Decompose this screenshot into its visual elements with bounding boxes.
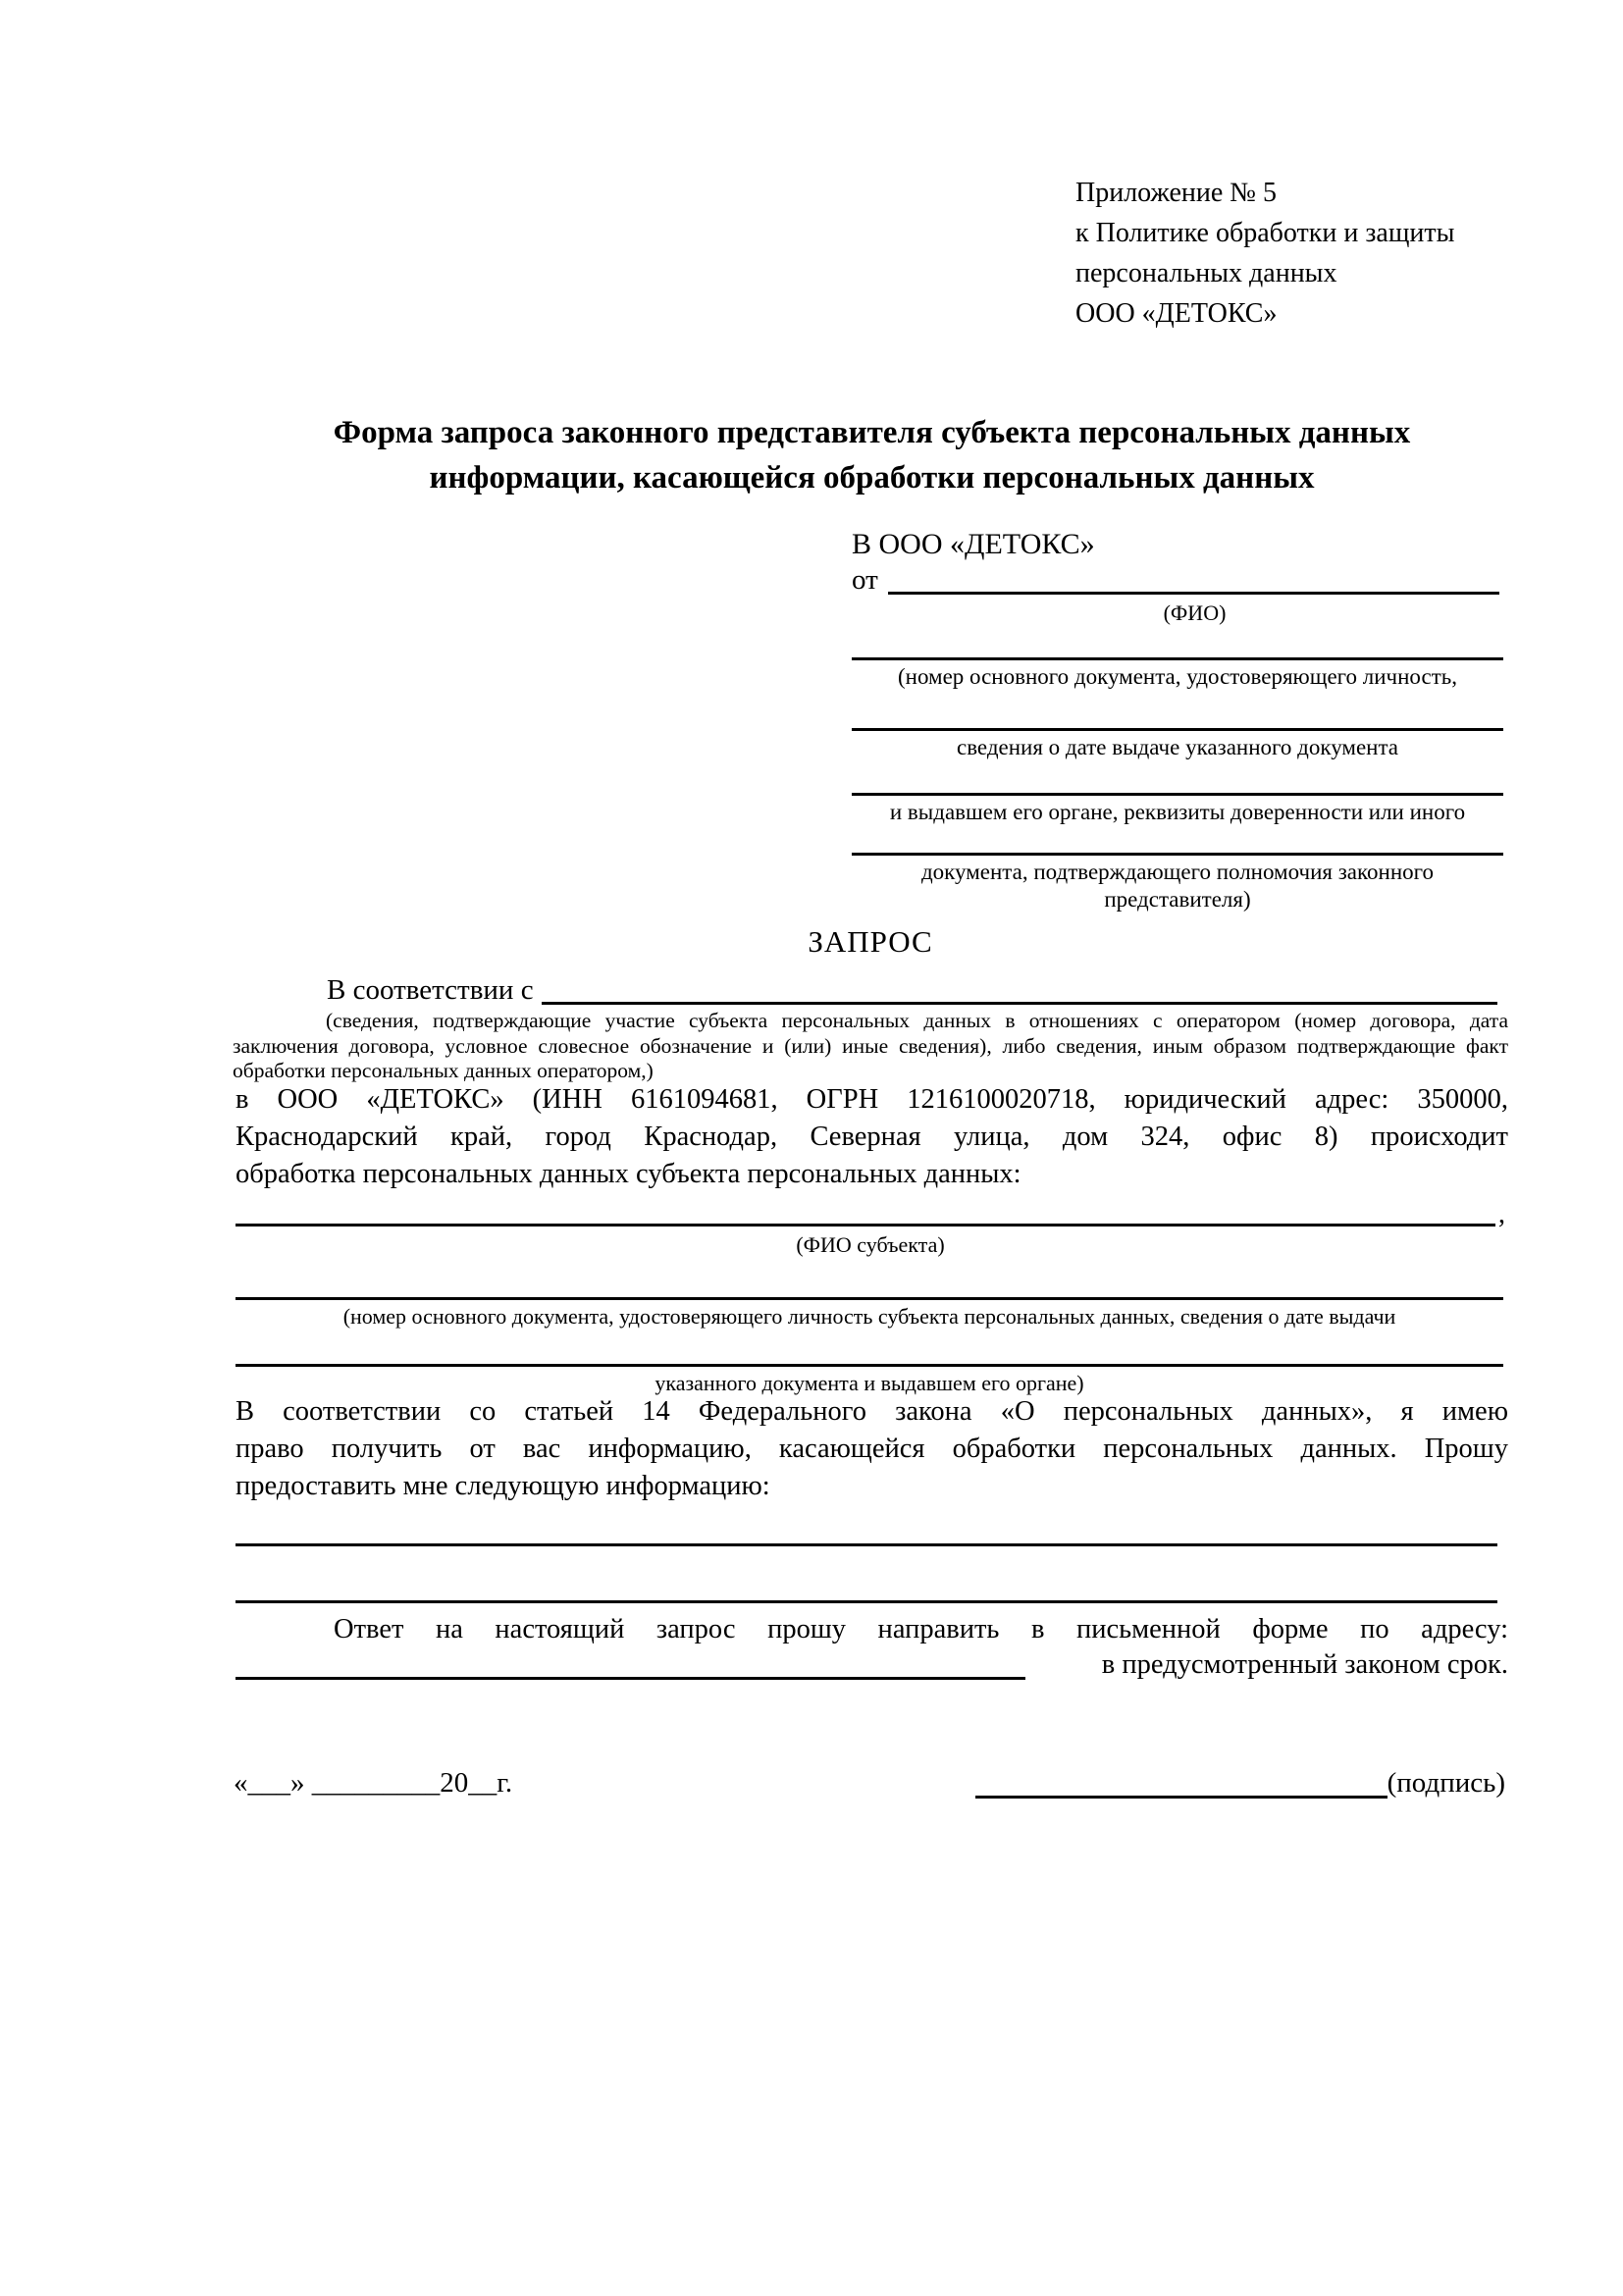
representative-doc-blank (852, 728, 1503, 731)
company-name: ООО «ДЕТОКС» (1075, 298, 1278, 329)
title-line-1: Форма запроса законного представителя субъекта персональных данных (333, 415, 1411, 450)
signature-block (975, 1766, 1505, 1799)
date-blank: «___» _________20__г. (234, 1767, 513, 1799)
from-row (852, 561, 1499, 595)
subject-fio-caption: (ФИО субъекта) (796, 1232, 945, 1257)
fine-print-line: обработки персональных данных оператором,) (233, 1059, 654, 1082)
policy-reference-line: к Политике обработки и защиты (1075, 218, 1455, 248)
basis-row (236, 971, 1497, 1005)
reply-paragraph-suffix: в предусмотренный законом срок. (1101, 1649, 1508, 1680)
appendix-reference-block (1075, 173, 1454, 334)
subject-fio-row (236, 1193, 1505, 1229)
fine-print-line: заключения договора, условное словесное обозначение и (или) иные сведения), либо сведения, иным образом подтверждающие факт (233, 1033, 1508, 1058)
appendix-number: Приложение № 5 (1075, 178, 1277, 208)
reply-address-row (236, 1648, 1508, 1680)
blank-caption: сведения о дате выдаче указанного документа (956, 735, 1399, 759)
subject-doc-caption: указанного документа и выдавшем его органе) (654, 1371, 1084, 1395)
law-paragraph (236, 1393, 1508, 1505)
title-line-2: информации, касающейся обработки персональных данных (429, 460, 1315, 496)
from-name-blank (888, 558, 1499, 595)
fine-print-note (233, 1009, 1508, 1084)
trailing-comma: , (1498, 1199, 1505, 1229)
operator-paragraph (236, 1081, 1508, 1193)
basis-label: В соответствии с (327, 974, 534, 1006)
reply-address-blank (236, 1645, 1025, 1680)
blank-caption: документа, подтверждающего полномочия законного представителя) (920, 860, 1434, 912)
blank-caption: и выдавшем его органе, реквизиты доверенности или иного (889, 800, 1466, 824)
operator-paragraph-line: обработка персональных данных субъекта персональных данных: (236, 1159, 1021, 1189)
signature-blank (975, 1766, 1387, 1799)
law-paragraph-line: право получить от вас информацию, касающейся обработки персональных данных. Прошу (236, 1434, 1508, 1464)
representative-doc-blank (852, 657, 1503, 660)
operator-paragraph-line: в ООО «ДЕТОКС» (ИНН 6161094681, ОГРН 1216100020718, юридический адрес: 350000, (236, 1084, 1508, 1115)
basis-blank (542, 968, 1497, 1005)
reply-paragraph-line: Ответ на настоящий запрос прошу направить в письменной форме по адресу: (334, 1614, 1508, 1644)
information-blank (236, 1543, 1497, 1546)
addressee-company: В ООО «ДЕТОКС» (852, 528, 1095, 560)
information-blank (236, 1600, 1497, 1603)
document-title (236, 410, 1508, 500)
policy-reference-line: персональных данных (1075, 258, 1337, 288)
signature-caption: (подпись) (1387, 1767, 1505, 1799)
fio-caption: (ФИО) (1163, 600, 1227, 625)
subject-doc-caption: (номер основного документа, удостоверяющего личность субъекта персональных данных, сведения о дате выдачи (342, 1304, 1396, 1329)
representative-doc-blank (852, 793, 1503, 796)
law-paragraph-line: В соответствии со статьей 14 Федерального закона «О персональных данных», я имею (236, 1396, 1508, 1427)
request-heading: ЗАПРОС (808, 924, 933, 959)
blank-caption: (номер основного документа, удостоверяющего личность, (897, 664, 1457, 689)
fine-print-line: (сведения, подтверждающие участие субъекта персональных данных в отношениях с оператором (номер договора, дата (326, 1009, 1508, 1032)
signature-row (234, 1766, 1505, 1799)
subject-doc-blank (236, 1364, 1503, 1367)
from-label: от (852, 564, 878, 596)
subject-fio-blank (236, 1190, 1495, 1226)
operator-paragraph-line: Краснодарский край, город Краснодар, Северная улица, дом 324, офис 8) происходит (236, 1122, 1508, 1152)
law-paragraph-line: предоставить мне следующую информацию: (236, 1471, 770, 1501)
representative-doc-blank (852, 853, 1503, 856)
subject-doc-blank (236, 1297, 1503, 1300)
